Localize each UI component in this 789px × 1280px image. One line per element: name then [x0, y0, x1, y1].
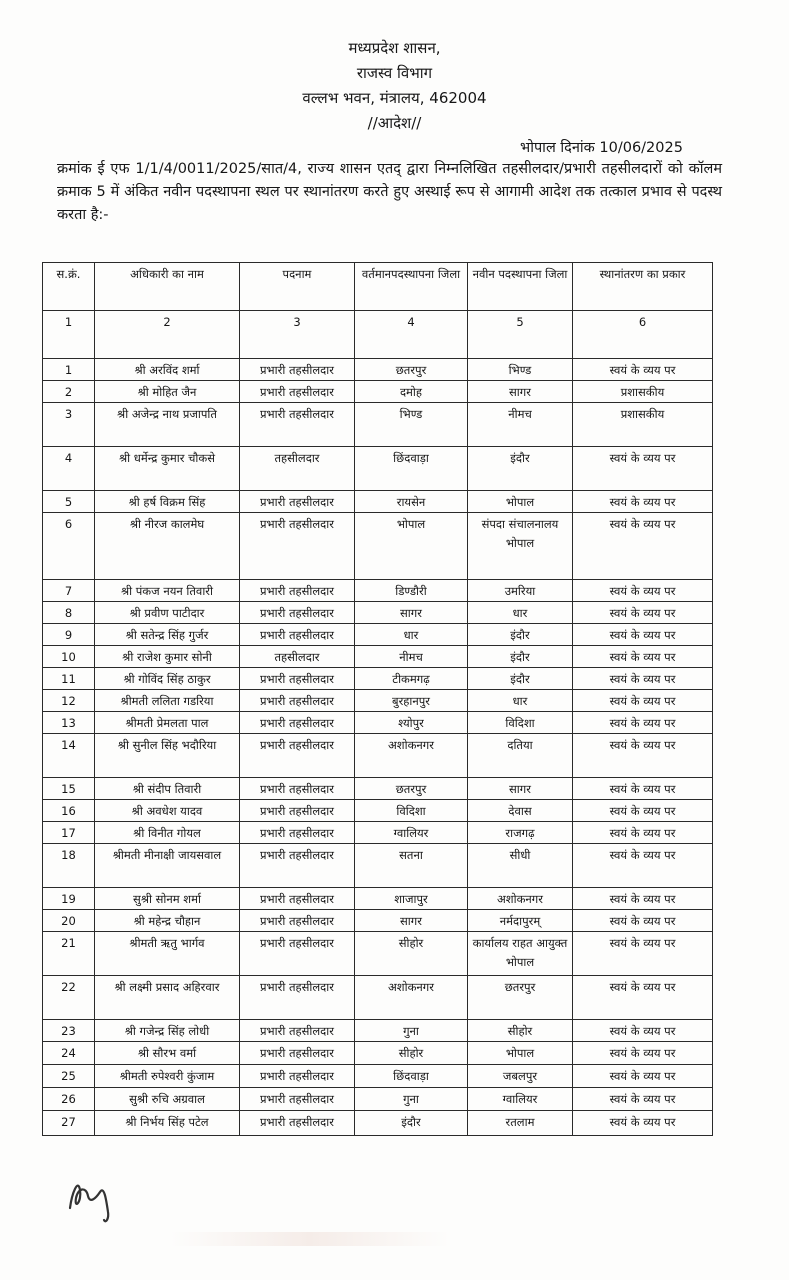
- cell-serial: 2: [43, 381, 95, 403]
- cell-new-posting: जबलपुर: [468, 1065, 573, 1088]
- cell-designation: प्रभारी तहसीलदार: [240, 359, 355, 381]
- cell-new-posting: उमरिया: [468, 580, 573, 602]
- cell-new-posting: सागर: [468, 381, 573, 403]
- column-header: स.क्रं.: [43, 263, 95, 311]
- cell-new-posting: रतलाम: [468, 1111, 573, 1136]
- cell-serial: 12: [43, 690, 95, 712]
- cell-officer-name: श्री अवधेश यादव: [95, 800, 240, 822]
- table-row: [43, 1088, 713, 1111]
- cell-serial: 9: [43, 624, 95, 646]
- table-row: [43, 381, 713, 403]
- column-number: 6: [573, 311, 713, 359]
- cell-new-posting: देवास: [468, 800, 573, 822]
- table-row: [43, 910, 713, 932]
- cell-new-posting: दतिया: [468, 734, 573, 778]
- table-row: [43, 1042, 713, 1065]
- cell-serial: 11: [43, 668, 95, 690]
- table-row: [43, 734, 713, 778]
- header-line-order: //आदेश//: [367, 114, 422, 132]
- cell-designation: प्रभारी तहसीलदार: [240, 491, 355, 513]
- cell-current-district: छतरपुर: [355, 778, 468, 800]
- cell-new-posting: भोपाल: [468, 1042, 573, 1065]
- cell-current-district: बुरहानपुर: [355, 690, 468, 712]
- date-line: भोपाल दिनांक 10/06/2025: [520, 140, 683, 156]
- transfer-table: [42, 262, 713, 1136]
- column-number: 4: [355, 311, 468, 359]
- cell-designation: प्रभारी तहसीलदार: [240, 1042, 355, 1065]
- cell-officer-name: श्री संदीप तिवारी: [95, 778, 240, 800]
- cell-transfer-type: स्वयं के व्यय पर: [573, 800, 713, 822]
- table-row: [43, 624, 713, 646]
- cell-officer-name: श्री मोहित जैन: [95, 381, 240, 403]
- cell-officer-name: सुश्री रुचि अग्रवाल: [95, 1088, 240, 1111]
- table-row: [43, 888, 713, 910]
- cell-transfer-type: स्वयं के व्यय पर: [573, 976, 713, 1020]
- table-header-row: [43, 263, 713, 311]
- cell-designation: तहसीलदार: [240, 646, 355, 668]
- cell-serial: 24: [43, 1042, 95, 1065]
- column-number: 3: [240, 311, 355, 359]
- cell-serial: 4: [43, 447, 95, 491]
- cell-officer-name: श्रीमती प्रेमलता पाल: [95, 712, 240, 734]
- cell-current-district: छिंदवाड़ा: [355, 447, 468, 491]
- cell-new-posting: इंदौर: [468, 624, 573, 646]
- table-row: [43, 491, 713, 513]
- cell-current-district: गुना: [355, 1020, 468, 1042]
- cell-designation: प्रभारी तहसीलदार: [240, 932, 355, 976]
- table-row: [43, 690, 713, 712]
- cell-officer-name: श्री अजेन्द्र नाथ प्रजापति: [95, 403, 240, 447]
- cell-transfer-type: प्रशासकीय: [573, 381, 713, 403]
- cell-designation: प्रभारी तहसीलदार: [240, 976, 355, 1020]
- column-header: स्थानांतरण का प्रकार: [573, 263, 713, 311]
- cell-officer-name: श्रीमती ऋतु भार्गव: [95, 932, 240, 976]
- table-row: [43, 447, 713, 491]
- table-row: [43, 513, 713, 580]
- cell-current-district: इंदौर: [355, 1111, 468, 1136]
- cell-current-district: डिण्डौरी: [355, 580, 468, 602]
- cell-designation: प्रभारी तहसीलदार: [240, 1088, 355, 1111]
- cell-new-posting: सागर: [468, 778, 573, 800]
- cell-new-posting: इंदौर: [468, 646, 573, 668]
- cell-new-posting: इंदौर: [468, 668, 573, 690]
- column-number: 5: [468, 311, 573, 359]
- cell-current-district: छतरपुर: [355, 359, 468, 381]
- cell-officer-name: श्री सौरभ वर्मा: [95, 1042, 240, 1065]
- cell-designation: प्रभारी तहसीलदार: [240, 403, 355, 447]
- header-line-department: राजस्व विभाग: [356, 64, 433, 82]
- cell-serial: 1: [43, 359, 95, 381]
- order-paragraph: क्रमांक ई एफ 1/1/4/0011/2025/सात/4, राज्य शासन एतद् द्वारा निम्नलिखित तहसीलदार/प्रभारी तहसीलदारों को कॉलम क्रमाक 5 में अंकित नवीन पदस्थापना स्थल पर स्थानांतरण करते हुए अस्थाई रूप से आगामी आदेश तक तत्काल प्रभाव से पदस्थ करता है:-: [57, 161, 722, 223]
- cell-designation: प्रभारी तहसीलदार: [240, 381, 355, 403]
- cell-transfer-type: स्वयं के व्यय पर: [573, 447, 713, 491]
- cell-serial: 23: [43, 1020, 95, 1042]
- cell-new-posting: ग्वालियर: [468, 1088, 573, 1111]
- cell-transfer-type: प्रशासकीय: [573, 403, 713, 447]
- cell-current-district: रायसेन: [355, 491, 468, 513]
- cell-officer-name: श्री लक्ष्मी प्रसाद अहिरवार: [95, 976, 240, 1020]
- column-number: 2: [95, 311, 240, 359]
- cell-transfer-type: स्वयं के व्यय पर: [573, 888, 713, 910]
- cell-transfer-type: स्वयं के व्यय पर: [573, 712, 713, 734]
- cell-transfer-type: स्वयं के व्यय पर: [573, 646, 713, 668]
- cell-designation: प्रभारी तहसीलदार: [240, 602, 355, 624]
- cell-new-posting: इंदौर: [468, 447, 573, 491]
- cell-new-posting: सीहोर: [468, 1020, 573, 1042]
- cell-officer-name: श्री निर्भय सिंह पटेल: [95, 1111, 240, 1136]
- cell-current-district: सतना: [355, 844, 468, 888]
- cell-serial: 18: [43, 844, 95, 888]
- table-row: [43, 800, 713, 822]
- cell-current-district: सीहोर: [355, 1042, 468, 1065]
- cell-officer-name: श्री गजेन्द्र सिंह लोधी: [95, 1020, 240, 1042]
- column-header: अधिकारी का नाम: [95, 263, 240, 311]
- cell-designation: प्रभारी तहसीलदार: [240, 668, 355, 690]
- cell-new-posting: सीधी: [468, 844, 573, 888]
- cell-new-posting: संपदा संचालनालय भोपाल: [468, 513, 573, 580]
- table-row: [43, 580, 713, 602]
- header-line-govt: मध्यप्रदेश शासन,: [348, 39, 441, 57]
- cell-designation: प्रभारी तहसीलदार: [240, 822, 355, 844]
- table-row: [43, 976, 713, 1020]
- table-column-number-row: [43, 311, 713, 359]
- cell-transfer-type: स्वयं के व्यय पर: [573, 844, 713, 888]
- cell-new-posting: नीमच: [468, 403, 573, 447]
- cell-officer-name: श्री गोविंद सिंह ठाकुर: [95, 668, 240, 690]
- cell-officer-name: श्री विनीत गोयल: [95, 822, 240, 844]
- cell-serial: 5: [43, 491, 95, 513]
- cell-new-posting: राजगढ़: [468, 822, 573, 844]
- cell-serial: 14: [43, 734, 95, 778]
- cell-designation: तहसीलदार: [240, 447, 355, 491]
- cell-current-district: शाजापुर: [355, 888, 468, 910]
- table-row: [43, 602, 713, 624]
- cell-new-posting: धार: [468, 690, 573, 712]
- cell-serial: 27: [43, 1111, 95, 1136]
- cell-serial: 10: [43, 646, 95, 668]
- cell-designation: प्रभारी तहसीलदार: [240, 910, 355, 932]
- cell-transfer-type: स्वयं के व्यय पर: [573, 602, 713, 624]
- cell-current-district: भिण्ड: [355, 403, 468, 447]
- cell-new-posting: धार: [468, 602, 573, 624]
- cell-transfer-type: स्वयं के व्यय पर: [573, 1111, 713, 1136]
- cell-transfer-type: स्वयं के व्यय पर: [573, 910, 713, 932]
- cell-current-district: भोपाल: [355, 513, 468, 580]
- cell-designation: प्रभारी तहसीलदार: [240, 1020, 355, 1042]
- table-row: [43, 403, 713, 447]
- cell-serial: 3: [43, 403, 95, 447]
- cell-officer-name: श्री सतेन्द्र सिंह गुर्जर: [95, 624, 240, 646]
- cell-designation: प्रभारी तहसीलदार: [240, 690, 355, 712]
- cell-transfer-type: स्वयं के व्यय पर: [573, 1042, 713, 1065]
- cell-serial: 26: [43, 1088, 95, 1111]
- cell-new-posting: विदिशा: [468, 712, 573, 734]
- cell-officer-name: श्री प्रवीण पाटीदार: [95, 602, 240, 624]
- cell-officer-name: श्रीमती मीनाक्षी जायसवाल: [95, 844, 240, 888]
- cell-current-district: विदिशा: [355, 800, 468, 822]
- cell-current-district: नीमच: [355, 646, 468, 668]
- cell-current-district: धार: [355, 624, 468, 646]
- cell-current-district: टीकमगढ़: [355, 668, 468, 690]
- cell-officer-name: श्री महेन्द्र चौहान: [95, 910, 240, 932]
- cell-current-district: छिंदवाड़ा: [355, 1065, 468, 1088]
- table-row: [43, 668, 713, 690]
- table-row: [43, 844, 713, 888]
- cell-designation: प्रभारी तहसीलदार: [240, 734, 355, 778]
- cell-designation: प्रभारी तहसीलदार: [240, 1065, 355, 1088]
- cell-serial: 22: [43, 976, 95, 1020]
- cell-serial: 7: [43, 580, 95, 602]
- cell-serial: 13: [43, 712, 95, 734]
- cell-current-district: श्योपुर: [355, 712, 468, 734]
- cell-current-district: अशोकनगर: [355, 976, 468, 1020]
- cell-current-district: दमोह: [355, 381, 468, 403]
- cell-serial: 19: [43, 888, 95, 910]
- cell-transfer-type: स्वयं के व्यय पर: [573, 668, 713, 690]
- cell-serial: 17: [43, 822, 95, 844]
- cell-transfer-type: स्वयं के व्यय पर: [573, 359, 713, 381]
- cell-transfer-type: स्वयं के व्यय पर: [573, 734, 713, 778]
- column-header: नवीन पदस्थापना जिला: [468, 263, 573, 311]
- cell-designation: प्रभारी तहसीलदार: [240, 513, 355, 580]
- header-line-address: वल्लभ भवन, मंत्रालय, 462004: [302, 89, 487, 107]
- cell-current-district: सीहोर: [355, 932, 468, 976]
- cell-serial: 6: [43, 513, 95, 580]
- table-row: [43, 1065, 713, 1088]
- cell-current-district: सागर: [355, 910, 468, 932]
- cell-officer-name: श्री हर्ष विक्रम सिंह: [95, 491, 240, 513]
- cell-current-district: अशोकनगर: [355, 734, 468, 778]
- cell-designation: प्रभारी तहसीलदार: [240, 624, 355, 646]
- cell-new-posting: नर्मदापुरम्: [468, 910, 573, 932]
- cell-current-district: गुना: [355, 1088, 468, 1111]
- scan-smudge: [170, 1232, 450, 1246]
- cell-transfer-type: स्वयं के व्यय पर: [573, 1088, 713, 1111]
- handwritten-signature: [62, 1168, 122, 1228]
- cell-designation: प्रभारी तहसीलदार: [240, 580, 355, 602]
- cell-serial: 21: [43, 932, 95, 976]
- cell-officer-name: श्री अरविंद शर्मा: [95, 359, 240, 381]
- cell-officer-name: श्री राजेश कुमार सोनी: [95, 646, 240, 668]
- cell-officer-name: श्री सुनील सिंह भदौरिया: [95, 734, 240, 778]
- cell-transfer-type: स्वयं के व्यय पर: [573, 1065, 713, 1088]
- cell-transfer-type: स्वयं के व्यय पर: [573, 1020, 713, 1042]
- cell-serial: 8: [43, 602, 95, 624]
- cell-officer-name: सुश्री सोनम शर्मा: [95, 888, 240, 910]
- column-number: 1: [43, 311, 95, 359]
- cell-designation: प्रभारी तहसीलदार: [240, 1111, 355, 1136]
- cell-transfer-type: स्वयं के व्यय पर: [573, 491, 713, 513]
- cell-transfer-type: स्वयं के व्यय पर: [573, 932, 713, 976]
- table-row: [43, 822, 713, 844]
- table-row: [43, 712, 713, 734]
- cell-officer-name: श्रीमती ललिता गडरिया: [95, 690, 240, 712]
- cell-transfer-type: स्वयं के व्यय पर: [573, 778, 713, 800]
- cell-designation: प्रभारी तहसीलदार: [240, 778, 355, 800]
- cell-new-posting: भिण्ड: [468, 359, 573, 381]
- table-row: [43, 1111, 713, 1136]
- cell-officer-name: श्री पंकज नयन तिवारी: [95, 580, 240, 602]
- cell-designation: प्रभारी तहसीलदार: [240, 712, 355, 734]
- cell-current-district: ग्वालियर: [355, 822, 468, 844]
- cell-current-district: सागर: [355, 602, 468, 624]
- cell-serial: 25: [43, 1065, 95, 1088]
- table-row: [43, 932, 713, 976]
- cell-new-posting: कार्यालय राहत आयुक्त भोपाल: [468, 932, 573, 976]
- cell-designation: प्रभारी तहसीलदार: [240, 800, 355, 822]
- cell-transfer-type: स्वयं के व्यय पर: [573, 513, 713, 580]
- column-header: वर्तमानपदस्थापना जिला: [355, 263, 468, 311]
- cell-transfer-type: स्वयं के व्यय पर: [573, 624, 713, 646]
- cell-transfer-type: स्वयं के व्यय पर: [573, 690, 713, 712]
- cell-new-posting: अशोकनगर: [468, 888, 573, 910]
- table-row: [43, 778, 713, 800]
- cell-serial: 20: [43, 910, 95, 932]
- cell-designation: प्रभारी तहसीलदार: [240, 888, 355, 910]
- cell-new-posting: भोपाल: [468, 491, 573, 513]
- cell-serial: 15: [43, 778, 95, 800]
- table-row: [43, 1020, 713, 1042]
- cell-designation: प्रभारी तहसीलदार: [240, 844, 355, 888]
- cell-officer-name: श्री नीरज कालमेघ: [95, 513, 240, 580]
- table-row: [43, 359, 713, 381]
- cell-transfer-type: स्वयं के व्यय पर: [573, 822, 713, 844]
- cell-transfer-type: स्वयं के व्यय पर: [573, 580, 713, 602]
- cell-officer-name: श्री धर्मेन्द्र कुमार चौकसे: [95, 447, 240, 491]
- column-header: पदनाम: [240, 263, 355, 311]
- cell-serial: 16: [43, 800, 95, 822]
- cell-new-posting: छतरपुर: [468, 976, 573, 1020]
- table-row: [43, 646, 713, 668]
- cell-officer-name: श्रीमती रुपेश्वरी कुंजाम: [95, 1065, 240, 1088]
